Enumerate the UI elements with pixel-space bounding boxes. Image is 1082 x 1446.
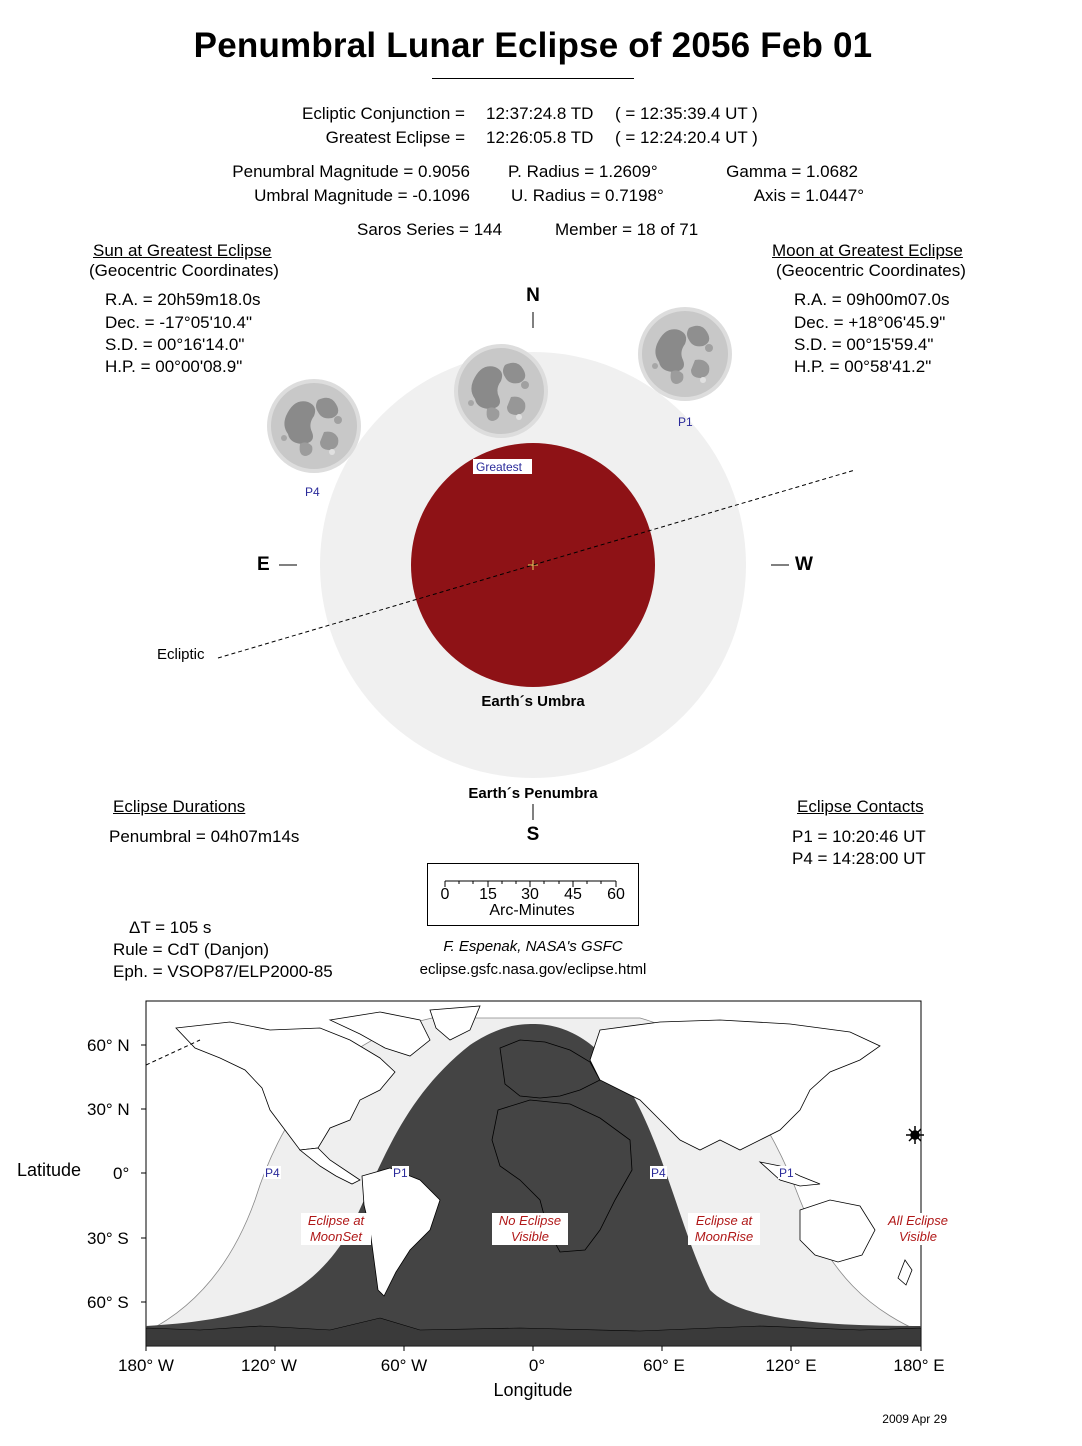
map-p1-east-label: P1 <box>779 1166 794 1180</box>
credit-url[interactable]: eclipse.gsfc.nasa.gov/eclipse.html <box>419 961 647 978</box>
map-p1-west-label: P1 <box>393 1166 408 1180</box>
lat-label-30s: 30° S <box>87 1229 129 1248</box>
zone-moonset-label: Eclipse at MoonSet <box>307 1213 365 1244</box>
sun-dec: Dec. = -17°05'10.4" <box>105 313 252 332</box>
contact-p1: P1 = 10:20:46 UT <box>792 827 926 846</box>
greatest-eclipse-label: Greatest Eclipse = <box>325 128 465 147</box>
penumbra-label: Earth´s Penumbra <box>468 785 598 802</box>
gamma-value: Gamma = 1.0682 <box>726 162 858 181</box>
credit-author: F. Espenak, NASA's GSFC <box>443 938 623 955</box>
greatest-eclipse-ut: ( = 12:24:20.4 UT ) <box>615 128 758 147</box>
latitude-title: Latitude <box>17 1160 82 1180</box>
map-p4-east-label: P4 <box>651 1166 666 1180</box>
lon-label-180e: 180° E <box>893 1356 945 1375</box>
delta-t: ΔT = 105 s <box>129 918 212 937</box>
date-stamp: 2009 Apr 29 <box>882 1412 947 1426</box>
sun-ra: R.A. = 20h59m18.0s <box>105 290 261 309</box>
penumbral-radius: P. Radius = 1.2609° <box>508 162 658 181</box>
ecliptic-conjunction-td: 12:37:24.8 TD <box>486 104 594 123</box>
lat-label-60n: 60° N <box>87 1036 130 1055</box>
lat-label-60s: 60° S <box>87 1293 129 1312</box>
page-title: Penumbral Lunar Eclipse of 2056 Feb 01 <box>193 26 873 65</box>
sun-heading: Sun at Greatest Eclipse <box>93 241 272 260</box>
north-label: N <box>526 285 540 306</box>
ecliptic-label: Ecliptic <box>157 646 205 663</box>
lat-label-0: 0° <box>113 1164 130 1183</box>
moon-hp: H.P. = 00°58'41.2" <box>794 357 932 376</box>
rule: Rule = CdT (Danjon) <box>113 940 270 959</box>
lon-label-0: 0° <box>528 1356 546 1375</box>
moon-dec: Dec. = +18°06'45.9" <box>794 313 946 332</box>
moon-sd: S.D. = 00°15'59.4" <box>794 335 934 354</box>
lat-label-30n: 30° N <box>87 1100 130 1119</box>
moon-subheading: (Geocentric Coordinates) <box>776 261 966 280</box>
zone-no-eclipse-label: No Eclipse Visible <box>498 1213 562 1244</box>
scale-tick-15: 15 <box>479 886 497 903</box>
south-label: S <box>526 824 540 845</box>
p1-diagram-label: P1 <box>678 415 693 429</box>
saros-member: Member = 18 of 71 <box>555 220 699 239</box>
longitude-title: Longitude <box>493 1380 573 1400</box>
durations-heading: Eclipse Durations <box>113 797 246 816</box>
ecliptic-conjunction-ut: ( = 12:35:39.4 UT ) <box>615 104 758 123</box>
contact-p4: P4 = 14:28:00 UT <box>792 849 926 868</box>
sun-subheading: (Geocentric Coordinates) <box>89 261 279 280</box>
penumbral-duration: Penumbral = 04h07m14s <box>109 827 300 846</box>
umbral-radius: U. Radius = 0.7198° <box>511 186 664 205</box>
axis-value: Axis = 1.0447° <box>753 186 864 205</box>
east-label: E <box>257 554 270 575</box>
moon-heading: Moon at Greatest Eclipse <box>772 241 963 260</box>
zone-all-eclipse-label: All Eclipse Visible <box>888 1213 948 1244</box>
scale-label: Arc-Minutes <box>489 902 575 919</box>
zone-moonrise-label: Eclipse at MoonRise <box>694 1213 754 1244</box>
ephemeris: Eph. = VSOP87/ELP2000-85 <box>113 962 333 981</box>
sun-sd: S.D. = 00°16'14.0" <box>105 335 245 354</box>
contacts-heading: Eclipse Contacts <box>797 797 924 816</box>
penumbral-magnitude: Penumbral Magnitude = 0.9056 <box>232 162 470 181</box>
sun-hp: H.P. = 00°00'08.9" <box>105 357 243 376</box>
scale-tick-30: 30 <box>521 886 539 903</box>
lon-label-120e: 120° E <box>765 1356 817 1375</box>
umbral-magnitude: Umbral Magnitude = -0.1096 <box>254 186 470 205</box>
saros-series: Saros Series = 144 <box>357 220 503 239</box>
west-label: W <box>795 554 813 575</box>
lon-label-120w: 120° W <box>241 1356 297 1375</box>
scale-tick-0: 0 <box>440 886 450 903</box>
lon-label-60w: 60° W <box>380 1356 428 1375</box>
map-p4-west-label: P4 <box>265 1166 280 1180</box>
scale-tick-60: 60 <box>607 886 625 903</box>
umbra-label: Earth´s Umbra <box>481 693 585 710</box>
greatest-label: Greatest <box>476 460 523 474</box>
ecliptic-conjunction-label: Ecliptic Conjunction = <box>301 104 465 123</box>
p4-diagram-label: P4 <box>305 485 320 499</box>
greatest-eclipse-td: 12:26:05.8 TD <box>486 128 594 147</box>
moon-ra: R.A. = 09h00m07.0s <box>794 290 950 309</box>
lon-label-60e: 60° E <box>643 1356 685 1375</box>
lon-label-180w: 180° W <box>118 1356 174 1375</box>
scale-tick-45: 45 <box>564 886 582 903</box>
